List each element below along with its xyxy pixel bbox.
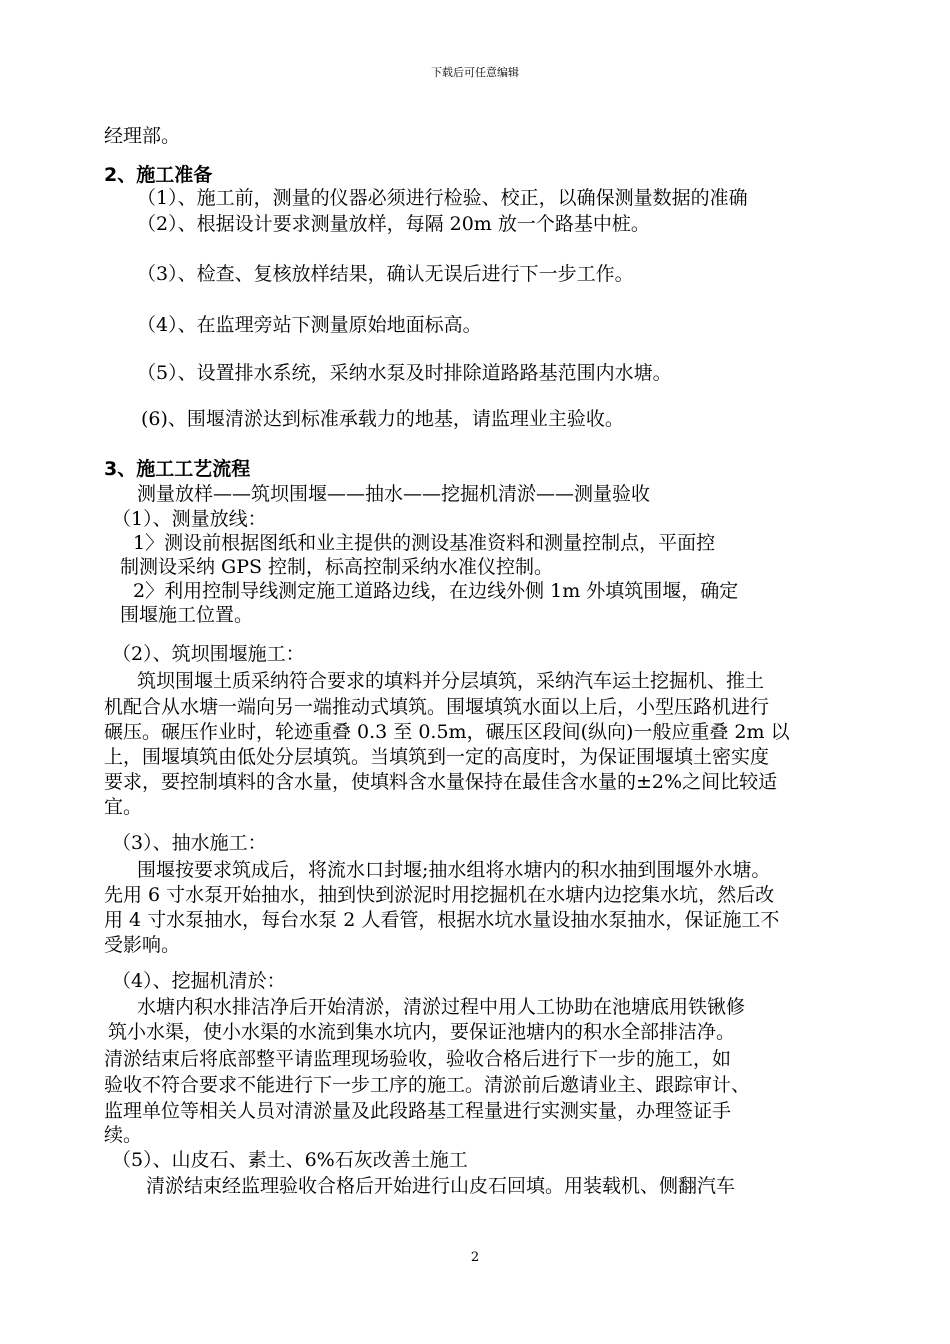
text-line: 制测设采纳 GPS 控制，标高控制采纳水准仪控制。	[120, 556, 554, 578]
text-line: 2〉利用控制导线测定施工道路边线，在边线外侧 1m 外填筑围堰，确定	[133, 580, 739, 602]
text-line: （3）、检查、复核放样结果，确认无误后进行下一步工作。	[137, 263, 634, 285]
text-line: （3）、抽水施工：	[112, 832, 267, 854]
text-line: 测量放样——筑坝围堰——抽水——挖掘机清淤——测量验收	[137, 483, 651, 505]
text-line: 筑坝围堰土质采纳符合要求的填料并分层填筑，采纳汽车运土挖掘机、推土	[137, 670, 765, 692]
text-line: （1）、测量放线：	[112, 508, 267, 530]
text-line: （5）、山皮石、素土、6%石灰改善土施工	[112, 1149, 468, 1171]
text-line: 机配合从水塘一端向另一端推动式填筑。围堰填筑水面以上后，小型压路机进行	[104, 696, 770, 718]
section-heading: 3、施工工艺流程	[104, 458, 251, 480]
text-line: 碾压。碾压作业时，轮迹重叠 0.3 至 0.5m，碾压区段间(纵向)一般应重叠 2m 以	[104, 721, 790, 743]
text-line: （4）、挖掘机清於：	[112, 970, 286, 992]
text-line: 上，围堰填筑由低处分层填筑。当填筑到一定的高度时，为保证围堰填土密实度	[104, 746, 770, 768]
text-line: 经理部。	[104, 125, 181, 147]
text-line: 1〉测设前根据图纸和业主提供的测设基准资料和测量控制点，平面控	[133, 532, 716, 554]
text-line: 用 4 寸水泵抽水，每台水泵 2 人看管，根据水坑水量设抽水泵抽水，保证施工不	[104, 909, 780, 931]
text-line: （1）、施工前，测量的仪器必须进行检验、校正，以确保测量数据的准确	[137, 187, 748, 209]
text-line: (6)、围堰清淤达到标准承载力的地基，请监理业主验收。	[141, 408, 624, 430]
text-line: 围堰施工位置。	[120, 604, 254, 626]
text-line: 续。	[104, 1124, 143, 1146]
text-line: 宜。	[104, 796, 143, 818]
text-line: （4）、在监理旁站下测量原始地面标高。	[137, 314, 482, 336]
text-line: 监理单位等相关人员对清淤量及此段路基工程量进行实测实量，办理签证手	[104, 1100, 732, 1122]
text-line: 围堰按要求筑成后，将流水口封堰;抽水组将水塘内的积水抽到围堰外水塘。	[137, 859, 771, 881]
page-number: 2	[470, 1250, 480, 1265]
text-line: 清淤结束后将底部整平请监理现场验收，验收合格后进行下一步的施工，如	[104, 1048, 732, 1070]
section-heading: 2、施工准备	[104, 164, 213, 186]
page-header-note: 下载后可任意编辑	[431, 66, 519, 79]
text-line: （2）、筑坝围堰施工：	[112, 643, 305, 665]
text-line: 水塘内积水排洁净后开始清淤，清淤过程中用人工协助在池塘底用铁锹修	[137, 996, 746, 1018]
text-line: 筑小水渠，使小水渠的水流到集水坑内，要保证池塘内的积水全部排洁净。	[108, 1021, 736, 1043]
text-line: （5）、设置排水系统，采纳水泵及时排除道路路基范围内水塘。	[137, 362, 672, 384]
text-line: 清淤结束经监理验收合格后开始进行山皮石回填。用装载机、侧翻汽车	[146, 1175, 736, 1197]
text-line: 要求，要控制填料的含水量，使填料含水量保持在最佳含水量的±2%之间比较适	[104, 771, 778, 793]
text-line: 验收不符合要求不能进行下一步工序的施工。清淤前后邀请业主、跟踪审计、	[104, 1074, 751, 1096]
text-line: 受影响。	[104, 934, 181, 956]
text-line: 先用 6 寸水泵开始抽水，抽到快到淤泥时用挖掘机在水塘内边挖集水坑，然后改	[104, 884, 775, 906]
text-line: （2）、根据设计要求测量放样，每隔 20m 放一个路基中桩。	[137, 213, 650, 235]
